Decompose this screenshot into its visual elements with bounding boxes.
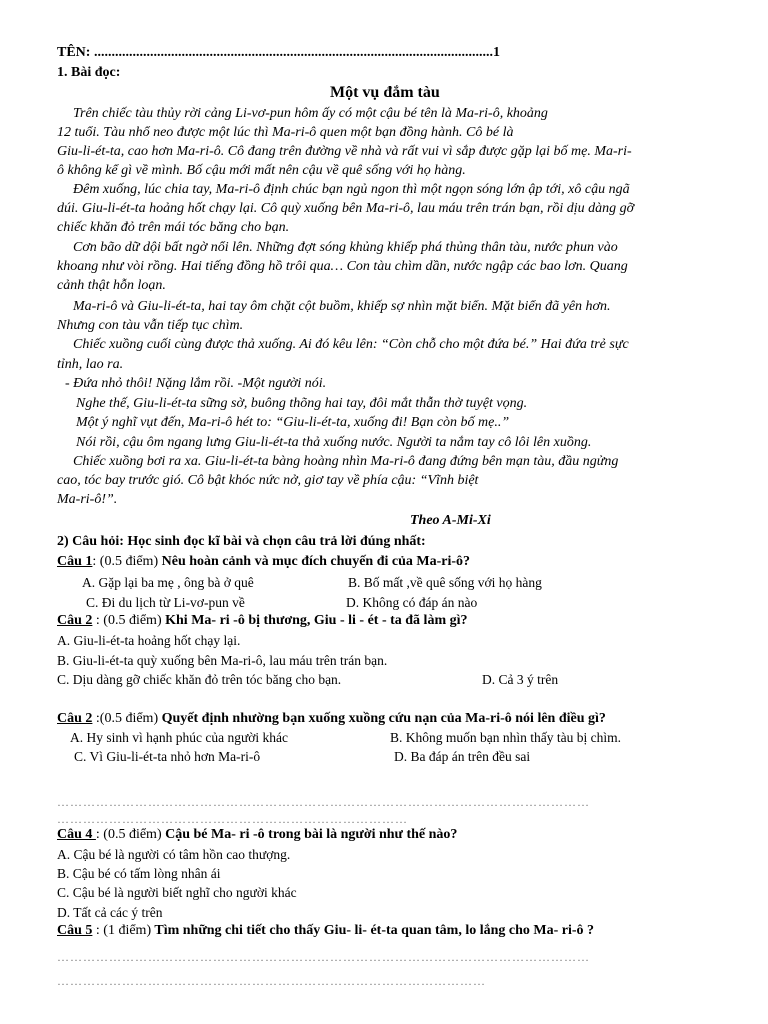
- question-3-option-d[interactable]: D. Ba đáp án trên đều sai: [394, 749, 531, 764]
- question-4-prompt: [57, 826, 457, 844]
- story-line: dúi. Giu-li-ét-ta hoảng hốt chạy lại. Cô quỳ xuống bên Ma-ri-ô, lau máu trên trán bạn, rồi dịu dàng gỡ: [57, 201, 635, 216]
- story-line: Chiếc xuồng cuối cùng được thả xuống. Ai đó kêu lên: “Còn chỗ cho một đứa bé.” Hai đứa trẻ sực: [73, 337, 629, 352]
- question-4-option-a[interactable]: A. Cậu bé là người có tâm hồn cao thượng.: [57, 847, 291, 862]
- question-1-prompt: [57, 553, 470, 571]
- story-line: Cơn bão dữ dội bất ngờ nổi lên. Những đợt sóng khủng khiếp phá thủng thân tàu, nước phun vào: [73, 240, 618, 255]
- question-4-points: : (0.5 điểm): [95, 827, 162, 842]
- question-2-label: Câu 2: [57, 613, 93, 628]
- question-3-label: Câu 2: [57, 711, 93, 726]
- question-2-option-d[interactable]: D. Cả 3 ý trên: [482, 672, 559, 687]
- story-author: Theo A-Mi-Xi: [410, 513, 491, 528]
- question-1-points: : (0.5 điểm): [92, 554, 159, 569]
- question-2-option-b[interactable]: B. Giu-li-ét-ta quỳ xuống bên Ma-ri-ô, lau máu trên trán bạn.: [57, 653, 388, 668]
- story-line: khoang như vòi rồng. Hai tiếng đồng hồ trôi qua… Con tàu chìm dần, nước ngập các bao lơn. Quang: [57, 259, 628, 274]
- question-5-points: : (1 điểm): [92, 923, 152, 938]
- question-5-prompt: [57, 922, 594, 940]
- question-1-option-c[interactable]: C. Đi du lịch từ Li-vơ-pun về: [86, 595, 245, 610]
- question-3-option-c[interactable]: C. Vì Giu-li-ét-ta nhỏ hơn Ma-ri-ô: [74, 749, 261, 764]
- question-3-prompt: [57, 710, 606, 728]
- answer-dotted-line[interactable]: ………………………………………………………………………: [57, 812, 408, 826]
- question-3-points: :(0.5 điểm): [92, 711, 159, 726]
- question-2-text: Khi Ma- ri -ô bị thương, Giu - li - ét - ta đã làm gì?: [161, 613, 468, 628]
- story-line: Chiếc xuồng bơi ra xa. Giu-li-ét-ta bàng hoàng nhìn Ma-ri-ô đang đứng bên mạn tàu, đầu ngửng: [73, 454, 619, 469]
- question-5-label: Câu 5: [57, 923, 93, 938]
- story-line: Ma-ri-ô và Giu-li-ét-ta, hai tay ôm chặt cột buồm, khiếp sợ nhìn mặt biển. Mặt biển đã yên hơn.: [73, 299, 611, 314]
- question-3-option-b[interactable]: B. Không muốn bạn nhìn thấy tàu bị chìm.: [390, 730, 621, 745]
- story-line: Một ý nghĩ vụt đến, Ma-ri-ô hét to: “Giu-li-ét-ta, xuống đi! Bạn còn bố mẹ..”: [76, 415, 510, 430]
- story-line: tỉnh, lao ra.: [57, 357, 124, 372]
- story-line: Giu-li-ét-ta, cao hơn Ma-ri-ô. Cô đang trên đường về nhà và rất vui vì sắp được gặp lại bố mẹ. Ma-ri-: [57, 144, 632, 159]
- question-1-text: Nêu hoàn cảnh và mục đích chuyến đi của Ma-ri-ô?: [158, 554, 471, 569]
- question-2-prompt: [57, 612, 468, 630]
- question-2-option-a[interactable]: A. Giu-li-ét-ta hoảng hốt chạy lại.: [57, 633, 241, 648]
- question-4-option-b[interactable]: B. Cậu bé có tấm lòng nhân ái: [57, 866, 221, 881]
- question-3-option-a[interactable]: A. Hy sinh vì hạnh phúc của người khác: [70, 730, 289, 745]
- question-3-text: Quyết định nhường bạn xuống xuồng cứu nạn của Ma-ri-ô nói lên điều gì?: [158, 711, 606, 726]
- story-title: Một vụ đắm tàu: [330, 84, 440, 101]
- story-line: 12 tuổi. Tàu nhổ neo được một lúc thì Ma-ri-ô quen một bạn đồng hành. Cô bé là: [57, 125, 514, 140]
- question-1-label: Câu 1: [57, 554, 93, 569]
- story-line: Nói rồi, cậu ôm ngang lưng Giu-li-ét-ta thả xuống nước. Người ta nắm tay cô lôi lên xuồng.: [76, 435, 592, 450]
- answer-dotted-line[interactable]: ………………………………………………………………………………………: [57, 974, 486, 988]
- story-line: Ma-ri-ô!”.: [57, 492, 118, 507]
- story-line: - Đứa nhỏ thôi! Nặng lắm rồi. -Một người nói.: [65, 376, 327, 391]
- story-line: Nhưng con tàu vẫn tiếp tục chìm.: [57, 318, 244, 333]
- story-line: Nghe thế, Giu-li-ét-ta sững sờ, buông thõng hai tay, đôi mắt thẫn thờ tuyệt vọng.: [76, 396, 528, 411]
- question-1-option-d[interactable]: D. Không có đáp án nào: [346, 595, 478, 610]
- question-2-points: : (0.5 điểm): [92, 613, 162, 628]
- question-1-option-a[interactable]: A. Gặp lại ba mẹ , ông bà ở quê: [82, 575, 254, 590]
- section-reading-heading: 1. Bài đọc:: [57, 65, 121, 80]
- answer-dotted-line[interactable]: ……………………………………………………………………………………………………………: [57, 950, 590, 964]
- question-2-option-c[interactable]: C. Dịu dàng gỡ chiếc khăn đỏ trên tóc băng cho bạn.: [57, 672, 342, 687]
- question-1-option-b[interactable]: B. Bố mất ,về quê sống với họ hàng: [348, 575, 542, 590]
- question-4-label: Câu 4: [57, 827, 96, 842]
- story-line: ô không kể gì về mình. Bố cậu mới mất nên cậu về quê sống với họ hàng.: [57, 163, 466, 178]
- questions-heading: 2) Câu hỏi: Học sinh đọc kĩ bài và chọn câu trả lời đúng nhất:: [57, 534, 426, 549]
- story-line: Trên chiếc tàu thủy rời cảng Li-vơ-pun hôm ấy có một cậu bé tên là Ma-ri-ô, khoảng: [73, 106, 548, 121]
- story-line: Đêm xuống, lúc chia tay, Ma-ri-ô định chúc bạn ngủ ngon thì một ngọn sóng lớn ập tới, xô cậu ngã: [73, 182, 630, 197]
- question-4-text: Cậu bé Ma- ri -ô trong bài là người như thế nào?: [161, 827, 458, 842]
- question-4-option-c[interactable]: C. Cậu bé là người biết nghĩ cho người khác: [57, 885, 297, 900]
- question-4-option-d[interactable]: D. Tất cả các ý trên: [57, 905, 163, 920]
- answer-dotted-line[interactable]: ……………………………………………………………………………………………………………: [57, 795, 590, 809]
- story-line: cao, tóc bay trước gió. Cô bật khóc nức nở, giơ tay về phía cậu: “Vĩnh biệt: [57, 473, 479, 488]
- question-5-text: Tìm những chi tiết cho thấy Giu- li- ét-ta quan tâm, lo lắng cho Ma- ri-ô ?: [151, 923, 595, 938]
- story-line: chiếc khăn đỏ trên mái tóc băng cho bạn.: [57, 220, 290, 235]
- name-line: TÊN: ..................................................................................................................1: [57, 45, 500, 60]
- story-line: cảnh thật hỗn loạn.: [57, 278, 166, 293]
